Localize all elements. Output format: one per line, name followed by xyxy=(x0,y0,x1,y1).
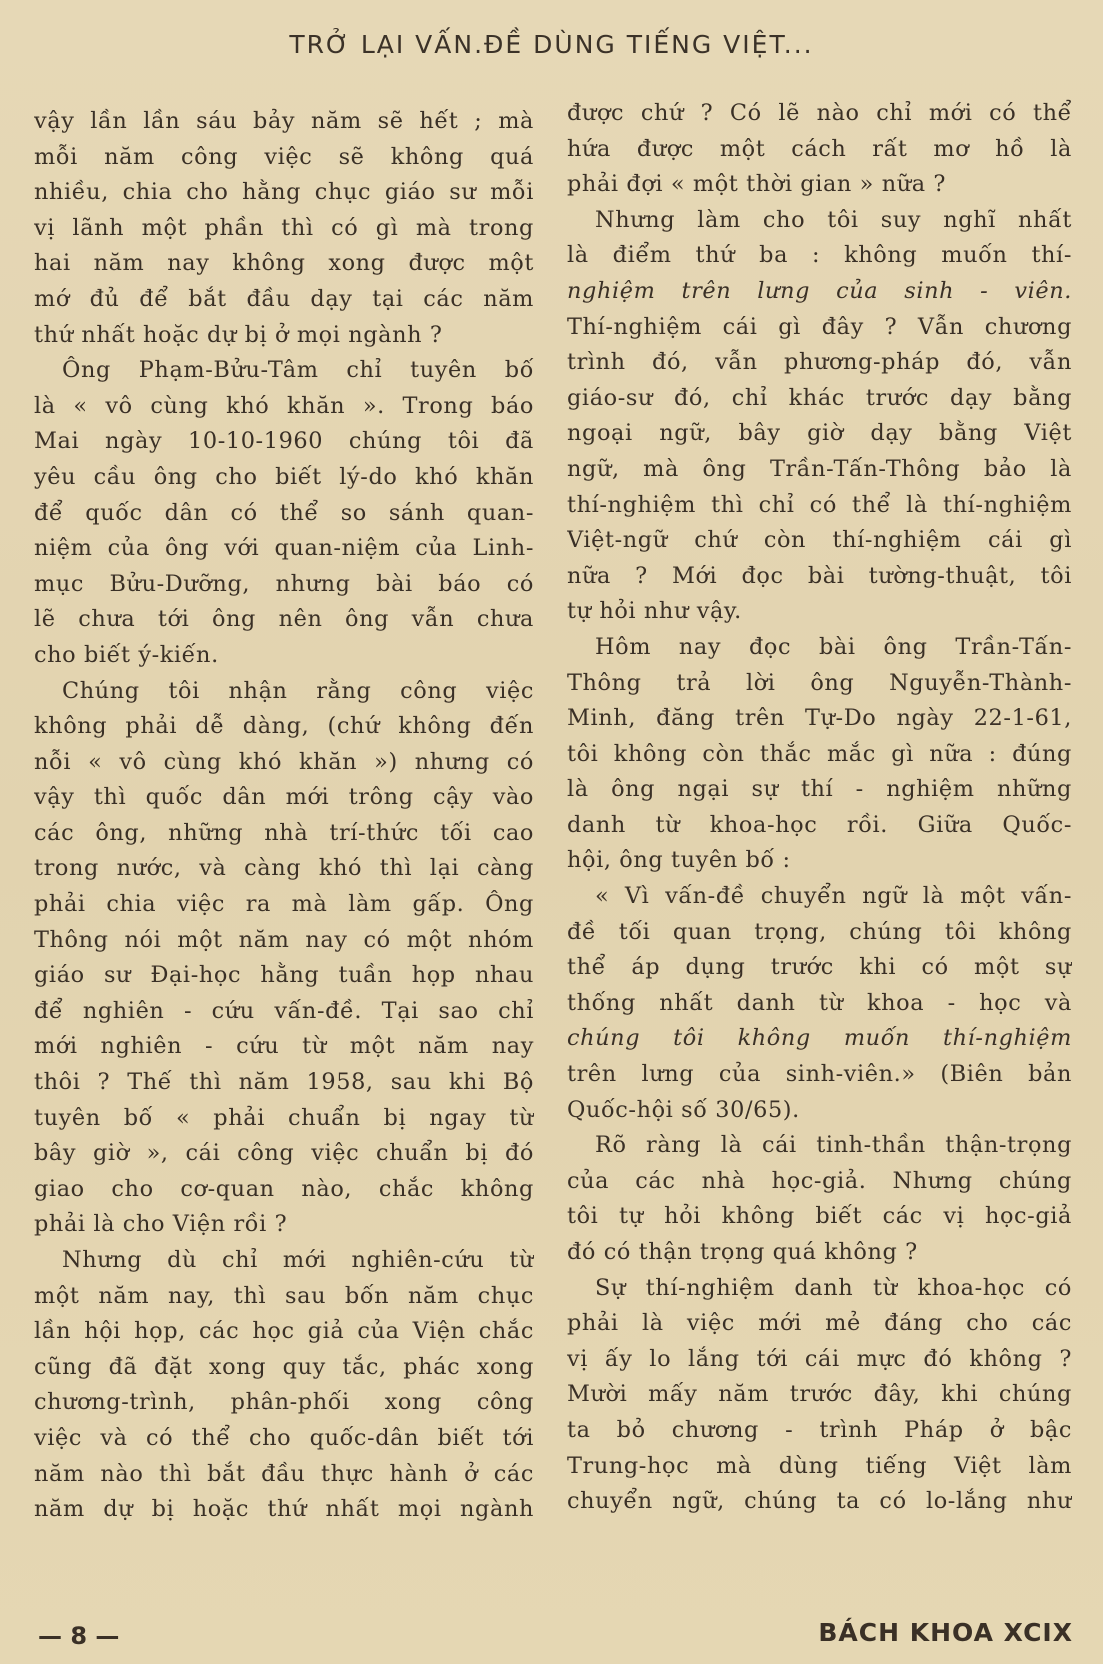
text-line: thứ nhất hoặc dự bị ở mọi ngành ? xyxy=(34,321,443,348)
text-line: giao cho cơ-quan nào, chắc không xyxy=(34,1175,534,1202)
text-line: tự hỏi như vậy. xyxy=(567,598,742,625)
text-line: việc và có thể cho quốc-dân biết tới xyxy=(34,1424,534,1451)
text-line: vị lãnh một phần thì có gì mà trong xyxy=(34,214,534,241)
text-line: là « vô cùng khó khăn ». Trong báo xyxy=(34,392,534,419)
text-line: mớ đủ để bắt đầu dạy tại các năm xyxy=(34,285,534,312)
text-line: phải là việc mới mẻ đáng cho các xyxy=(567,1310,1072,1337)
text-line: chúng tôi không muốn thí-nghiệm xyxy=(567,1025,1072,1052)
text-line: giáo-sư đó, chỉ khác trước dạy bằng xyxy=(567,384,1072,411)
text-line: yêu cầu ông cho biết lý-do khó khăn xyxy=(34,463,534,490)
text-line: thống nhất danh từ khoa - học và xyxy=(567,989,1072,1016)
text-line: một năm nay, thì sau bốn năm chục xyxy=(34,1282,534,1309)
text-line: Mười mấy năm trước đây, khi chúng xyxy=(567,1381,1072,1408)
text-line: hai năm nay không xong được một xyxy=(34,250,534,277)
text-line: tôi tự hỏi không biết các vị học-giả xyxy=(567,1203,1072,1230)
text-line: thôi ? Thế thì năm 1958, sau khi Bộ xyxy=(34,1069,534,1096)
text-line: lẽ chưa tới ông nên ông vẫn chưa xyxy=(34,606,534,633)
text-line: mục Bửu-Dưỡng, nhưng bài báo có xyxy=(34,570,534,597)
text-line: Minh, đăng trên Tự-Do ngày 22-1-61, xyxy=(567,705,1072,732)
running-header: TRỞ LẠI VẤN.ĐỀ DÙNG TIẾNG VIỆT... xyxy=(289,30,814,59)
text-line: thí-nghiệm thì chỉ có thể là thí-nghiệm xyxy=(567,491,1072,518)
text-line: Mai ngày 10-10-1960 chúng tôi đã xyxy=(34,428,534,455)
page-number: — 8 — xyxy=(38,1622,120,1650)
text-line: được chứ ? Có lẽ nào chỉ mới có thể xyxy=(567,100,1072,126)
text-line: trên lưng của sinh-viên.» (Biên bản xyxy=(567,1061,1072,1088)
text-line: để quốc dân có thể so sánh quan- xyxy=(34,499,534,526)
text-line: Quốc-hội số 30/65). xyxy=(567,1096,800,1123)
text-line: đó có thận trọng quá không ? xyxy=(567,1239,918,1265)
text-line: Sự thí-nghiệm danh từ khoa-học có xyxy=(595,1274,1072,1301)
text-line: tôi không còn thắc mắc gì nữa : đúng xyxy=(567,740,1072,767)
text-line: lần hội họp, các học giả của Viện chắc xyxy=(34,1318,534,1345)
text-line: Nhưng dù chỉ mới nghiên-cứu từ xyxy=(62,1247,534,1273)
text-line: « Vì vấn-đề chuyển ngữ là một vấn- xyxy=(595,883,1072,910)
text-line: cho biết ý-kiến. xyxy=(34,641,219,668)
text-line: ngoại ngữ, bây giờ dạy bằng Việt xyxy=(567,420,1072,447)
text-line: các ông, những nhà trí-thức tối cao xyxy=(34,819,534,846)
text-line: Thông nói một năm nay có một nhóm xyxy=(34,926,534,953)
text-line: Ông Phạm-Bửu-Tâm chỉ tuyên bố xyxy=(62,357,534,384)
text-line: nhiều, chia cho hằng chục giáo sư mỗi xyxy=(34,179,534,206)
text-line: Thông trả lời ông Nguyễn-Thành- xyxy=(567,669,1072,696)
text-line: nữa ? Mới đọc bài tường-thuật, tôi xyxy=(567,562,1072,589)
text-line: là điểm thứ ba : không muốn thí- xyxy=(567,242,1072,269)
text-line: đề tối quan trọng, chúng tôi không xyxy=(567,918,1072,945)
text-line: tuyên bố « phải chuẩn bị ngay từ xyxy=(34,1104,534,1131)
text-line: Rõ ràng là cái tinh-thần thận-trọng xyxy=(595,1132,1072,1159)
magazine-issue: BÁCH KHOA XCIX xyxy=(818,1618,1073,1647)
text-line: Thí-nghiệm cái gì đây ? Vẫn chương xyxy=(567,313,1072,340)
text-line: nỗi « vô cùng khó khăn ») nhưng có xyxy=(34,748,534,775)
text-line: phải đợi « một thời gian » nữa ? xyxy=(567,171,947,198)
text-line: Trung-học mà dùng tiếng Việt làm xyxy=(567,1452,1072,1479)
text-line: ngữ, mà ông Trần-Tấn-Thông bảo là xyxy=(567,455,1072,482)
text-line: vậy lần lần sáu bảy năm sẽ hết ; mà xyxy=(34,108,534,134)
text-line: Chúng tôi nhận rằng công việc xyxy=(62,677,534,704)
text-line: của các nhà học-giả. Nhưng chúng xyxy=(567,1167,1072,1194)
text-line: vị ấy lo lắng tới cái mực đó không ? xyxy=(567,1345,1072,1372)
text-line: phải là cho Viện rồi ? xyxy=(34,1211,288,1238)
text-line: phải chia việc ra mà làm gấp. Ông xyxy=(34,891,534,918)
text-line: bây giờ », cái công việc chuẩn bị đó xyxy=(34,1140,534,1167)
text-line: là ông ngại sự thí - nghiệm những xyxy=(567,776,1072,803)
text-line: không phải dễ dàng, (chứ không đến xyxy=(34,713,534,740)
text-line: danh từ khoa-học rồi. Giữa Quốc- xyxy=(567,811,1072,838)
text-line: năm dự bị hoặc thứ nhất mọi ngành xyxy=(34,1496,534,1523)
text-line: Việt-ngữ chứ còn thí-nghiệm cái gì xyxy=(567,527,1072,554)
text-line: niệm của ông với quan-niệm của Linh- xyxy=(34,535,534,562)
text-line: chuyển ngữ, chúng ta có lo-lắng như xyxy=(567,1488,1072,1515)
text-line: hội, ông tuyên bố : xyxy=(567,847,791,874)
text-line: Nhưng làm cho tôi suy nghĩ nhất xyxy=(595,206,1072,233)
text-line: mỗi năm công việc sẽ không quá xyxy=(34,143,534,170)
text-line: hứa được một cách rất mơ hồ là xyxy=(567,135,1072,162)
text-line: Hôm nay đọc bài ông Trần-Tấn- xyxy=(595,633,1072,660)
text-line: mới nghiên - cứu từ một năm nay xyxy=(34,1033,534,1060)
left-column xyxy=(34,104,534,1528)
text-line: giáo sư Đại-học hằng tuần họp nhau xyxy=(34,962,534,989)
text-line: trong nước, và càng khó thì lại càng xyxy=(34,855,534,882)
text-line: cũng đã đặt xong quy tắc, phác xong xyxy=(34,1353,534,1380)
text-line: thể áp dụng trước khi có một sự xyxy=(567,954,1072,981)
text-line: để nghiên - cứu vấn-đề. Tại sao chỉ xyxy=(34,997,534,1024)
text-line: trình đó, vẫn phương-pháp đó, vẫn xyxy=(567,349,1072,376)
text-line: vậy thì quốc dân mới trông cậy vào xyxy=(34,784,534,811)
right-column xyxy=(567,96,1072,1520)
text-line: nghiệm trên lưng của sinh - viên. xyxy=(567,277,1072,304)
text-line: năm nào thì bắt đầu thực hành ở các xyxy=(34,1460,534,1487)
text-line: chương-trình, phân-phối xong công xyxy=(34,1389,534,1416)
text-line: ta bỏ chương - trình Pháp ở bậc xyxy=(567,1416,1072,1443)
